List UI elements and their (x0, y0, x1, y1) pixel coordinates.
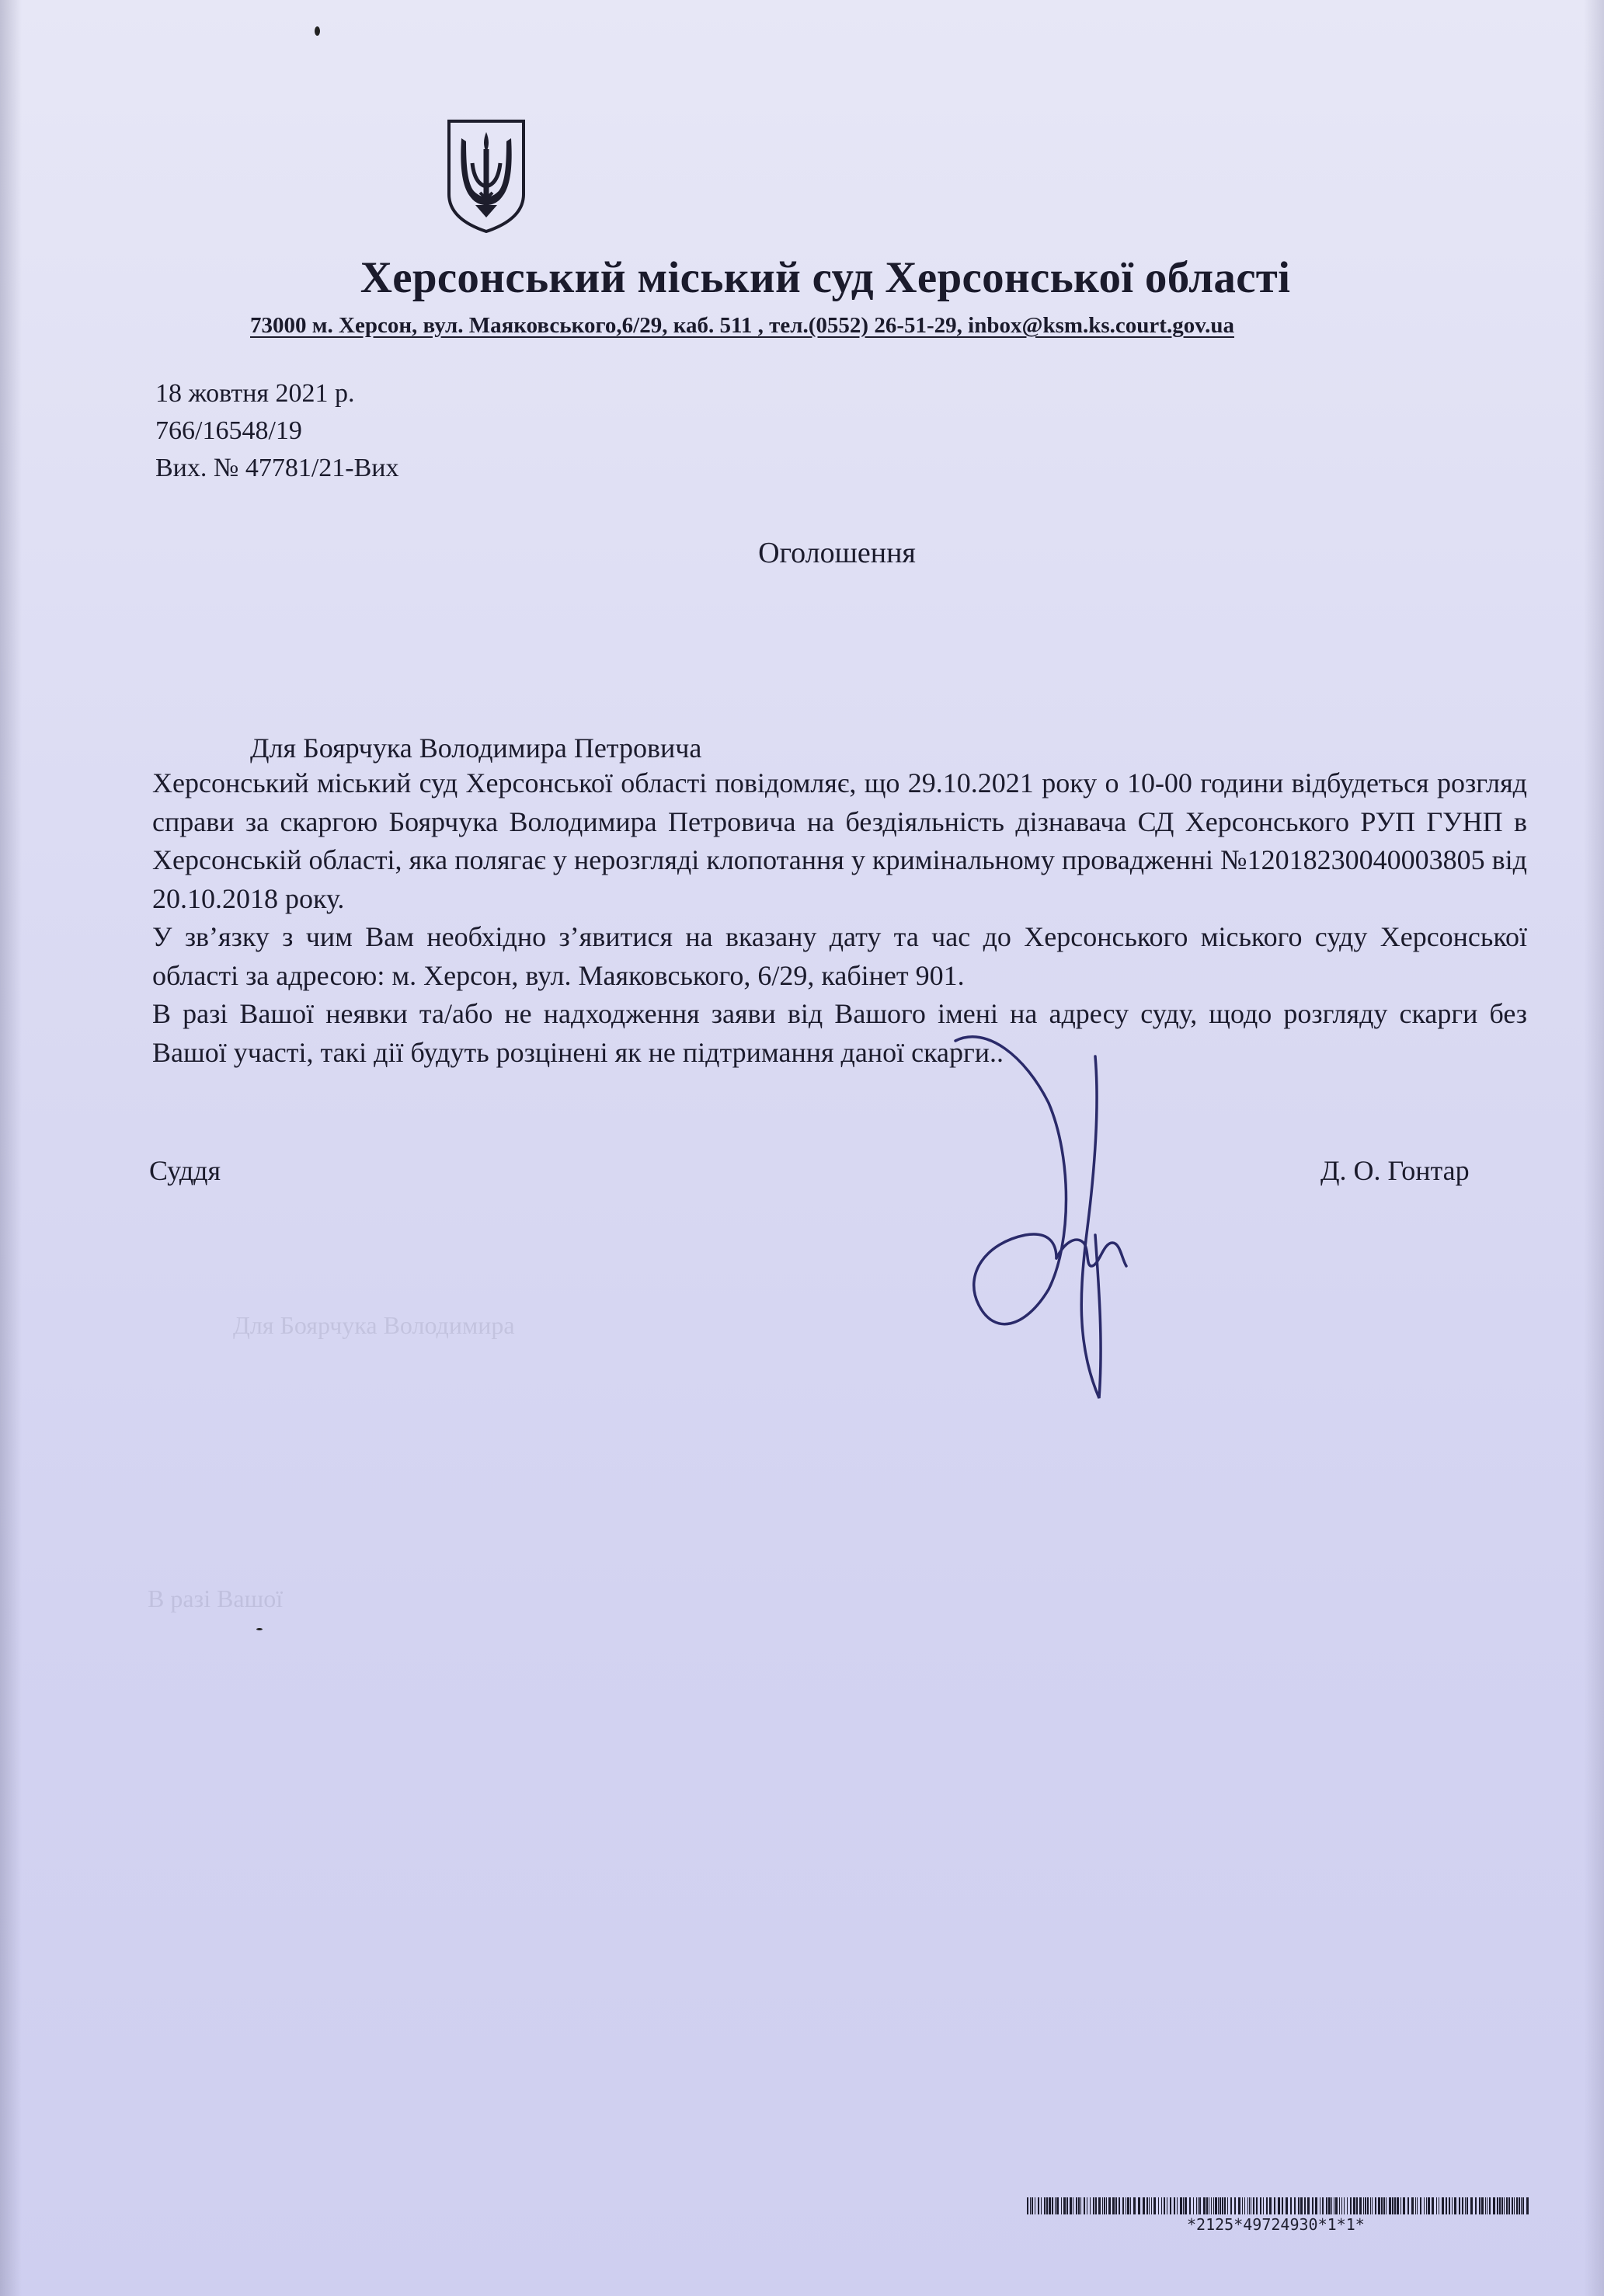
bleed-through-text: В разі Вашої (148, 1585, 284, 1612)
body-text (152, 764, 1527, 1072)
court-address: 73000 м. Херсон, вул. Маяковського,6/29, каб. 511 , тел.(0552) 26-51-29, inbox@ksm.ks.court.gov.ua (250, 313, 1234, 338)
barcode-bar (1508, 2197, 1510, 2214)
barcode-bar (1253, 2197, 1254, 2214)
barcode-bar (1356, 2197, 1358, 2214)
barcode-bar (1516, 2197, 1518, 2214)
barcode-bar (1112, 2197, 1115, 2214)
barcode-bar (1479, 2197, 1480, 2214)
barcode-bar (1046, 2197, 1048, 2214)
barcode-bar (1102, 2197, 1103, 2214)
barcode-bar (1244, 2197, 1245, 2214)
barcode-bar (1206, 2197, 1208, 2214)
barcode-bar (1247, 2197, 1248, 2214)
barcode-bar (1041, 2197, 1042, 2214)
barcode-bar (1170, 2197, 1171, 2214)
barcode-bar (1146, 2197, 1148, 2214)
barcode-bar (1161, 2197, 1162, 2214)
barcode-bar (1242, 2197, 1243, 2214)
barcode-bar (1090, 2197, 1091, 2214)
addressee: Для Боярчука Володимира Петровича (250, 732, 702, 764)
barcode-bar (1424, 2197, 1425, 2214)
barcode-bar (1098, 2197, 1101, 2214)
barcode-bar (1052, 2197, 1053, 2214)
barcode-bar (1180, 2197, 1182, 2214)
barcode-bar (1370, 2197, 1371, 2214)
barcode-bar (1222, 2197, 1223, 2214)
barcode-bar (1080, 2197, 1081, 2214)
barcode-bar (1122, 2197, 1124, 2214)
barcode-bar (1063, 2197, 1066, 2214)
barcode-bar (1331, 2197, 1332, 2214)
barcode-bar (1499, 2197, 1501, 2214)
court-name: Херсонський міський суд Херсонської області (360, 253, 1291, 302)
barcode-bar (1383, 2197, 1385, 2214)
barcode-bar (1249, 2197, 1250, 2214)
barcode-bar (1164, 2197, 1165, 2214)
barcode-bar (1326, 2197, 1327, 2214)
barcode-bar (1397, 2197, 1399, 2214)
barcode-bar (1158, 2197, 1159, 2214)
barcode-bar (1055, 2197, 1056, 2214)
barcode-bar (1298, 2197, 1300, 2214)
barcode-bar (1278, 2197, 1280, 2214)
barcode-bar (1372, 2197, 1373, 2214)
barcode-bar (1501, 2197, 1503, 2214)
paragraph-consequences: В разі Вашої неявки та/або не надходження заяви від Вашого імені на адресу суду, щодо розгляду скарги без Вашої участі, такі дії будуть розцінені як не підтримання даної скарги.. (152, 998, 1527, 1068)
barcode-bar (1411, 2197, 1414, 2214)
barcode-bar (1196, 2197, 1197, 2214)
barcode-bar (1426, 2197, 1427, 2214)
judge-name: Д. О. Гонтар (1320, 1155, 1470, 1186)
barcode-bar (1290, 2197, 1292, 2214)
barcode-bar (1115, 2197, 1117, 2214)
barcode-bar (1038, 2197, 1039, 2214)
barcode-bar (1465, 2197, 1466, 2214)
barcode-bar (1215, 2197, 1217, 2214)
page-edge-shadow (0, 0, 22, 2296)
barcode-bar (1256, 2197, 1258, 2214)
speck (315, 26, 320, 36)
barcode-bar (1335, 2197, 1338, 2214)
barcode-bar (1238, 2197, 1240, 2214)
barcode-bar (1104, 2197, 1105, 2214)
barcode-bar (1282, 2197, 1283, 2214)
barcode-bar (1177, 2197, 1178, 2214)
barcode-bar (1312, 2197, 1313, 2214)
barcode-bar (1119, 2197, 1120, 2214)
barcode-bar (1220, 2197, 1221, 2214)
case-number: 766/16548/19 (155, 416, 302, 445)
barcode-bar (1070, 2197, 1072, 2214)
barcode-bar (1263, 2197, 1264, 2214)
barcode-bar (1108, 2197, 1111, 2214)
judge-title: Суддя (149, 1155, 221, 1186)
barcode-bar (1512, 2197, 1513, 2214)
barcode-bar (1185, 2197, 1187, 2214)
barcode-bar (1420, 2197, 1421, 2214)
barcode-text: *2125*49724930*1*1* (1187, 2215, 1365, 2234)
page-edge-shadow (1584, 0, 1604, 2296)
barcode-bar (1493, 2197, 1495, 2214)
barcode-bar (1230, 2197, 1232, 2214)
barcode-bar (1153, 2197, 1156, 2214)
barcode-bar (1417, 2197, 1418, 2214)
speck (256, 1628, 263, 1630)
barcode-bar (1365, 2197, 1366, 2214)
barcode-bar (1076, 2197, 1077, 2214)
barcode-bar (1198, 2197, 1199, 2214)
barcode-bar (1350, 2197, 1352, 2214)
barcode-bar (1304, 2197, 1306, 2214)
barcode-bar (1203, 2197, 1206, 2214)
barcode-bar (1315, 2197, 1317, 2214)
barcode-bar (1446, 2197, 1447, 2214)
barcode-bar (1106, 2197, 1107, 2214)
barcode-bar (1234, 2197, 1236, 2214)
barcode-bar (1415, 2197, 1416, 2214)
barcode-bar (1489, 2197, 1491, 2214)
barcode-bar (1407, 2197, 1409, 2214)
barcode-bar (1341, 2197, 1342, 2214)
handwritten-signature-icon (940, 1010, 1142, 1414)
barcode-bar (1199, 2197, 1201, 2214)
barcode-bar (1300, 2197, 1303, 2214)
barcode-bar (1442, 2197, 1444, 2214)
barcode-bar (1027, 2197, 1028, 2214)
paragraph-appearance: У зв’язку з чим Вам необхідно з’явитися на вказану дату та час до Херсонського міського суду Херсонської області за адресою: м. Херсон, вул. Маяковського, 6/29, кабінет 901. (152, 921, 1527, 991)
barcode-bar (1389, 2197, 1391, 2214)
barcode-bar (1452, 2197, 1453, 2214)
bleed-through-text: Для Боярчука Володимира (233, 1311, 515, 1339)
barcode-bar (1061, 2197, 1062, 2214)
barcode-bar (1266, 2197, 1268, 2214)
barcode-bar (1449, 2197, 1450, 2214)
barcode-bar (1475, 2197, 1477, 2214)
paragraph-notice: Херсонський міський суд Херсонської області повідомляє, що 29.10.2021 року о 10-00 години відбудеться розгляд справи за скаргою Боярчука Володимира Петровича на бездіяльність дізнавача СД Херсонського РУП ГУНП в Херсонській області, яка полягає у нерозгляді клопотання у кримінальному провадженні №12018230040003805 від 20.10.2018 року. (152, 767, 1527, 914)
barcode-bar (1467, 2197, 1468, 2214)
barcode-bar (1143, 2197, 1145, 2214)
document-title: Оголошення (758, 537, 916, 569)
barcode-icon (1027, 2197, 1530, 2214)
barcode-bar (1378, 2197, 1380, 2214)
outgoing-number: Вих. № 47781/21-Вих (155, 454, 399, 482)
barcode-bar (1485, 2197, 1486, 2214)
barcode-bar (1353, 2197, 1355, 2214)
barcode-bar (1269, 2197, 1272, 2214)
trident-emblem-icon (444, 118, 528, 233)
barcode-bar (1394, 2197, 1396, 2214)
barcode-bar (1189, 2197, 1191, 2214)
barcode-bar (1328, 2197, 1331, 2214)
barcode-bar (1470, 2197, 1473, 2214)
barcode-bar (1174, 2197, 1175, 2214)
barcode-bar (1307, 2197, 1310, 2214)
barcode-bar (1381, 2197, 1383, 2214)
document-date: 18 жовтня 2021 р. (155, 379, 355, 408)
barcode-bar (1149, 2197, 1150, 2214)
barcode-bar (1274, 2197, 1275, 2214)
barcode-bar (1403, 2197, 1405, 2214)
barcode-bar (1347, 2197, 1348, 2214)
barcode-bar (1130, 2197, 1131, 2214)
barcode-bar (1526, 2197, 1529, 2214)
barcode-bar (1497, 2197, 1498, 2214)
barcode-bar (1459, 2197, 1460, 2214)
barcode-bar (1066, 2197, 1068, 2214)
barcode-bar (1286, 2197, 1288, 2214)
barcode-bar (1183, 2197, 1184, 2214)
barcode-bar (1084, 2197, 1085, 2214)
barcode-bar (1339, 2197, 1340, 2214)
barcode-bar (1363, 2197, 1364, 2214)
barcode-bar (1386, 2197, 1387, 2214)
barcode-bar (1428, 2197, 1430, 2214)
barcode-bar (1400, 2197, 1401, 2214)
barcode-bar (1506, 2197, 1508, 2214)
barcode-bar (1032, 2197, 1033, 2214)
barcode-bar (1224, 2197, 1226, 2214)
barcode-bar (1522, 2197, 1524, 2214)
barcode-bar (1462, 2197, 1463, 2214)
barcode-bar (1260, 2197, 1261, 2214)
barcode-bar (1218, 2197, 1219, 2214)
barcode-bar (1095, 2197, 1097, 2214)
barcode-bar (1367, 2197, 1369, 2214)
barcode-bar (1481, 2197, 1484, 2214)
barcode-bar (1375, 2197, 1376, 2214)
barcode-bar (1138, 2197, 1140, 2214)
barcode-bar (1030, 2197, 1031, 2214)
barcode-bar (1344, 2197, 1345, 2214)
barcode-bar (1151, 2197, 1152, 2214)
barcode-bar (1436, 2197, 1437, 2214)
barcode-bar (1078, 2197, 1080, 2214)
barcode-bar (1044, 2197, 1046, 2214)
barcode-bar (1322, 2197, 1324, 2214)
barcode-bar (1432, 2197, 1434, 2214)
barcode-bar (1514, 2197, 1515, 2214)
barcode-bar (1127, 2197, 1129, 2214)
barcode-bar (1211, 2197, 1212, 2214)
barcode-bar (1133, 2197, 1136, 2214)
barcode-bar (1519, 2197, 1520, 2214)
barcode-bar (1294, 2197, 1296, 2214)
barcode-bar (1359, 2197, 1362, 2214)
barcode-bar (1093, 2197, 1094, 2214)
barcode-bar (1504, 2197, 1505, 2214)
barcode-bar (1213, 2197, 1214, 2214)
barcode-bar (1454, 2197, 1456, 2214)
barcode-bar (1193, 2197, 1194, 2214)
barcode-bar (1521, 2197, 1522, 2214)
barcode-bar (1227, 2197, 1228, 2214)
barcode-bar (1392, 2197, 1393, 2214)
barcode-bar (1056, 2197, 1059, 2214)
barcode-bar (1049, 2197, 1051, 2214)
